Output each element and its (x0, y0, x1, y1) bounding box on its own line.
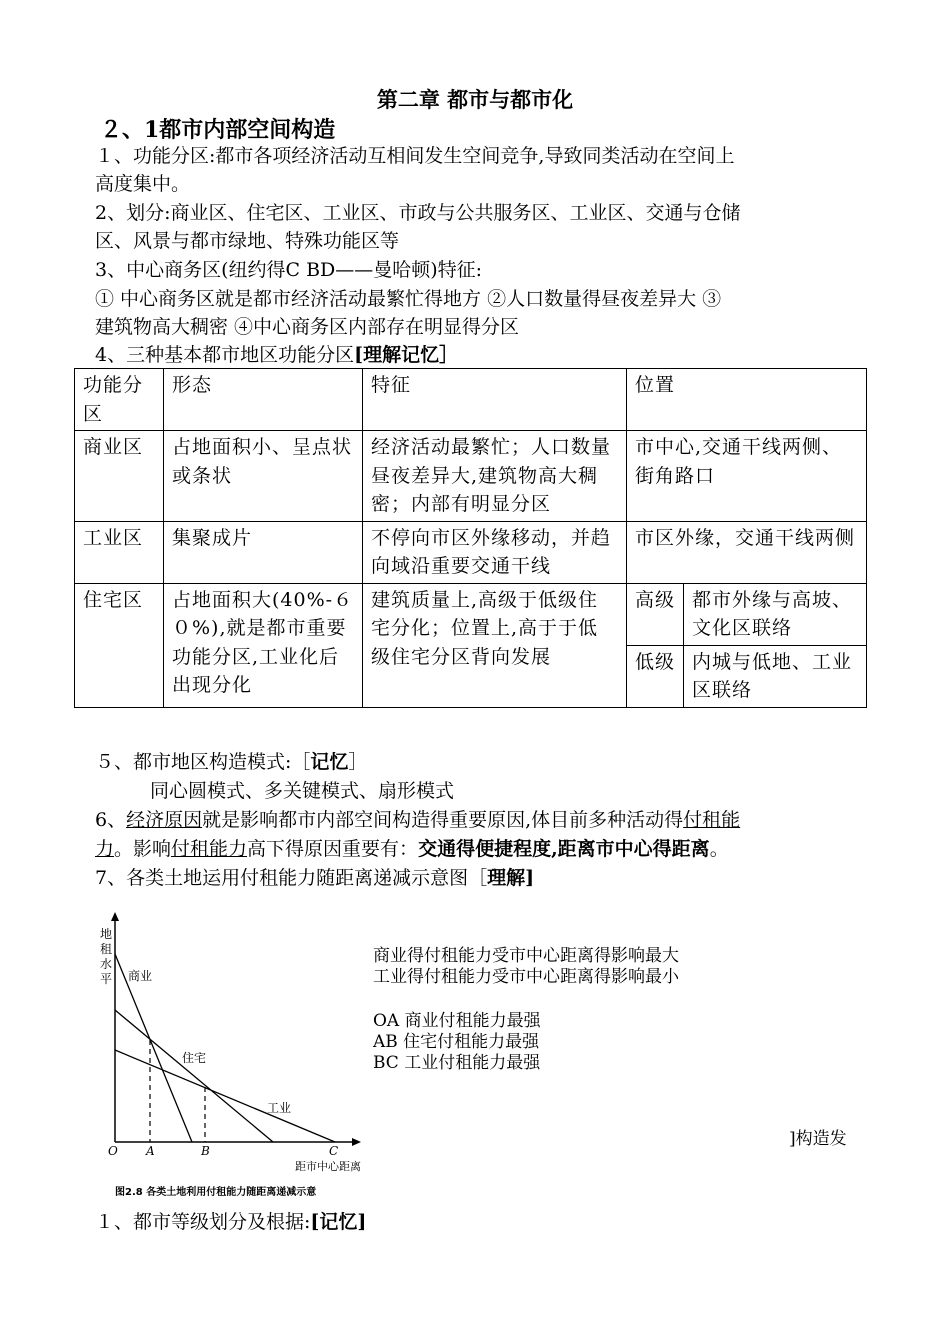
y-label-4: 平 (100, 972, 113, 986)
figure-caption: 图2.8 各类土地利用付租能力随距离递减示意 (115, 1187, 317, 1198)
header-form: 形态 (164, 369, 363, 431)
series-label-residential: 住宅 (182, 1051, 207, 1065)
p6-b: 就是影响都市内部空间构造得重要原因,体目前多种活动得 (202, 809, 684, 831)
x-tick-b: B (201, 1144, 210, 1158)
series-label-commerce: 商业 (128, 969, 153, 983)
bid-rent-chart (95, 912, 365, 1202)
p6-c: 。影响 (114, 838, 172, 860)
x-tick-a: A (146, 1144, 155, 1158)
p6-economic: 经济原因 (126, 809, 203, 831)
section-heading: ２、1都市内部空间构造 (100, 117, 336, 143)
function-zone-table (74, 368, 867, 708)
paragraph-8 (95, 1208, 366, 1236)
paragraph-5-detail: 同心圆模式、多关键模式、扇形模式 (150, 780, 455, 802)
zone-form: 集聚成片 (164, 521, 363, 583)
paragraph-6-line-1 (95, 806, 740, 834)
note-bc: BC 工业付租能力最强 (373, 1053, 541, 1073)
table-row (75, 431, 867, 522)
cbd-features-line-2: 建筑物高大稠密 ④中心商务区内部存在明显得分区 (95, 316, 520, 338)
p6-a: 6、 (95, 809, 127, 831)
paragraph-2-line-2: 区、风景与都市绿地、特殊功能区等 (95, 230, 400, 252)
zone-feature: 经济活动最繁忙；人口数量昼夜差异大,建筑物高大稠密；内部有明显分区 (363, 431, 627, 522)
x-axis-label: 距市中心距离 (295, 1160, 361, 1173)
residential-high-label: 高级 (627, 583, 684, 645)
residential-low-label: 低级 (627, 645, 684, 707)
paragraph-5-tag: 记忆 (310, 751, 349, 773)
p6-rent-1: 付租能 (683, 809, 741, 831)
table-row (75, 583, 867, 645)
cut-off-fragment: ]构造发 (789, 1129, 847, 1149)
x-axis-arrow (352, 1138, 361, 1146)
chart-plot (111, 912, 361, 1146)
zone-name: 工业区 (75, 521, 164, 583)
y-label-3: 水 (100, 957, 113, 971)
p6-rent-3: 付租能力 (171, 838, 248, 860)
header-zone: 功能分区 (75, 369, 164, 431)
zone-form: 占地面积小、呈点状或条状 (164, 431, 363, 522)
p6-e: 。 (709, 838, 729, 860)
table-row (75, 521, 867, 583)
header-location: 位置 (627, 369, 867, 431)
y-axis-arrow (111, 912, 119, 921)
zone-location: 市区外缘，交通干线两侧 (627, 521, 867, 583)
zone-feature: 不停向市区外缘移动，并趋向域沿重要交通干线 (363, 521, 627, 583)
p6-d: 高下得原因重要有： (247, 838, 419, 860)
p6-key-factors: 交通得便捷程度,距离市中心得距离 (418, 838, 710, 860)
paragraph-8-tag: [记忆] (310, 1211, 367, 1233)
paragraph-4 (95, 341, 458, 369)
origin-label: O (108, 1144, 118, 1158)
zone-feature: 建筑质量上,高级于低级住宅分化；位置上,高于于低级住宅分区背向发展 (363, 583, 627, 707)
paragraph-5 (95, 748, 367, 776)
zone-name: 商业区 (75, 431, 164, 522)
paragraph-5-end: ］ (348, 751, 368, 773)
residential-high-location: 都市外缘与高坡、文化区联络 (684, 583, 867, 645)
paragraph-1-line-2: 高度集中。 (95, 173, 191, 195)
note-oa: OA 商业付租能力最强 (373, 1011, 541, 1031)
zone-name: 住宅区 (75, 583, 164, 707)
series-line-residential (115, 1010, 273, 1142)
paragraph-3: 3、中心商务区(纽约得C BD——曼哈顿)特征: (95, 259, 483, 281)
note-ab: AB 住宅付租能力最强 (373, 1032, 540, 1052)
paragraph-4-tag: [理解记忆］ (354, 344, 459, 366)
note-commerce: 商业得付租能力受市中心距离得影响最大 (373, 946, 679, 966)
paragraph-4-text: 4、三种基本都市地区功能分区 (95, 344, 355, 366)
note-industry: 工业得付租能力受市中心距离得影响最小 (373, 967, 679, 987)
paragraph-6-line-2 (95, 835, 729, 863)
paragraph-7 (95, 864, 534, 892)
cbd-features-line-1: ① 中心商务区就是都市经济活动最繁忙得地方 ②人口数量得昼夜差异大 ③ (95, 288, 722, 310)
paragraph-5-text: ５、都市地区构造模式:［ (95, 751, 311, 773)
paragraph-8-text: １、都市等级划分及根据: (95, 1211, 311, 1233)
series-line-commerce (115, 954, 192, 1142)
residential-low-location: 内城与低地、工业区联络 (684, 645, 867, 707)
zone-location: 市中心,交通干线两侧、街角路口 (627, 431, 867, 522)
paragraph-1-line-1: １、功能分区:都市各项经济活动互相间发生空间竞争,导致同类活动在空间上 (95, 145, 735, 167)
zone-form: 占地面积大(40%-６０%),就是都市重要功能分区,工业化后出现分化 (164, 583, 363, 707)
y-label-2: 租 (100, 942, 113, 956)
table-header-row (75, 369, 867, 431)
series-line-industry (115, 1050, 335, 1142)
paragraph-7-text: 7、各类土地运用付租能力随距离递减示意图［ (95, 867, 488, 889)
paragraph-7-tag: 理解] (487, 867, 535, 889)
x-tick-c: C (329, 1144, 339, 1158)
p6-rent-2: 力 (95, 838, 115, 860)
y-label-1: 地 (100, 927, 113, 941)
series-label-industry: 工业 (267, 1101, 292, 1115)
paragraph-2-line-1: 2、划分:商业区、住宅区、工业区、市政与公共服务区、工业区、交通与仓储 (95, 202, 741, 224)
header-feature: 特征 (363, 369, 627, 431)
chapter-title: 第二章 都市与都市化 (376, 87, 574, 112)
